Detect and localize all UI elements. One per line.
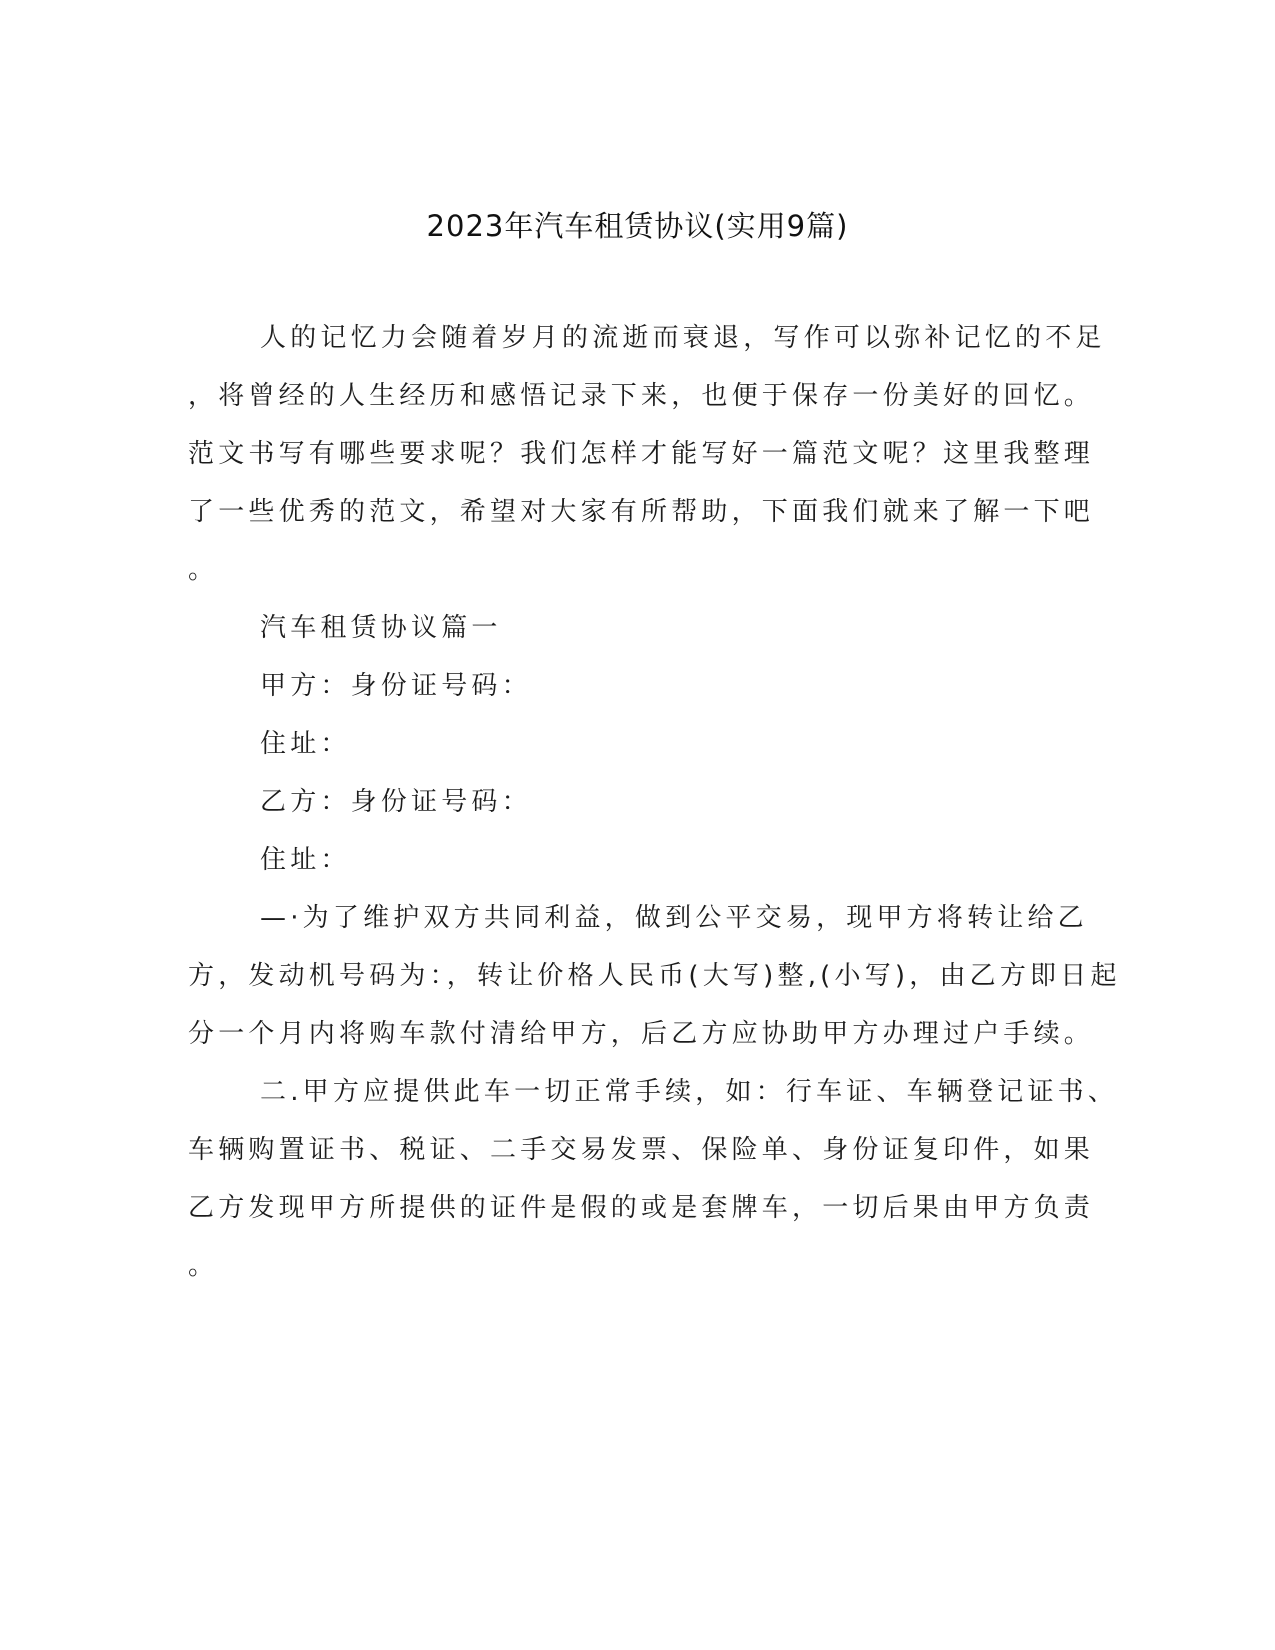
clause-1-line-1: —·为了维护双方共同利益，做到公平交易，现甲方将转让给乙 [260, 903, 1088, 933]
party-b-line: 乙方：身份证号码： [260, 787, 532, 817]
document-title: 2023年汽车租赁协议(实用9篇) [426, 209, 849, 243]
clause-1-line-3: 分一个月内将购车款付清给甲方，后乙方应协助甲方办理过户手续。 [188, 1019, 1095, 1049]
clause-2-line-4: 。 [188, 1251, 219, 1281]
intro-line-2: ，将曾经的人生经历和感悟记录下来，也便于保存一份美好的回忆。 [188, 381, 1095, 411]
clause-2-line-2: 车辆购置证书、税证、二手交易发票、保险单、身份证复印件，如果 [188, 1135, 1095, 1165]
party-a-address: 住址： [260, 729, 351, 759]
intro-line-5: 。 [188, 555, 219, 585]
intro-line-3: 范文书写有哪些要求呢？我们怎样才能写好一篇范文呢？这里我整理 [188, 439, 1095, 469]
intro-line-1: 人的记忆力会随着岁月的流逝而衰退，写作可以弥补记忆的不足 [260, 323, 1106, 353]
clause-1-line-2: 方，发动机号码为：，转让价格人民币(大写)整,(小写)，由乙方即日起 [188, 961, 1121, 991]
party-b-address: 住址： [260, 845, 351, 875]
clause-2-line-3: 乙方发现甲方所提供的证件是假的或是套牌车，一切后果由甲方负责 [188, 1193, 1095, 1223]
intro-line-4: 了一些优秀的范文，希望对大家有所帮助，下面我们就来了解一下吧 [188, 497, 1095, 527]
section-heading: 汽车租赁协议篇一 [260, 613, 502, 643]
clause-2-line-1: 二.甲方应提供此车一切正常手续，如：行车证、车辆登记证书、 [260, 1077, 1119, 1107]
party-a-line: 甲方：身份证号码： [260, 671, 532, 701]
